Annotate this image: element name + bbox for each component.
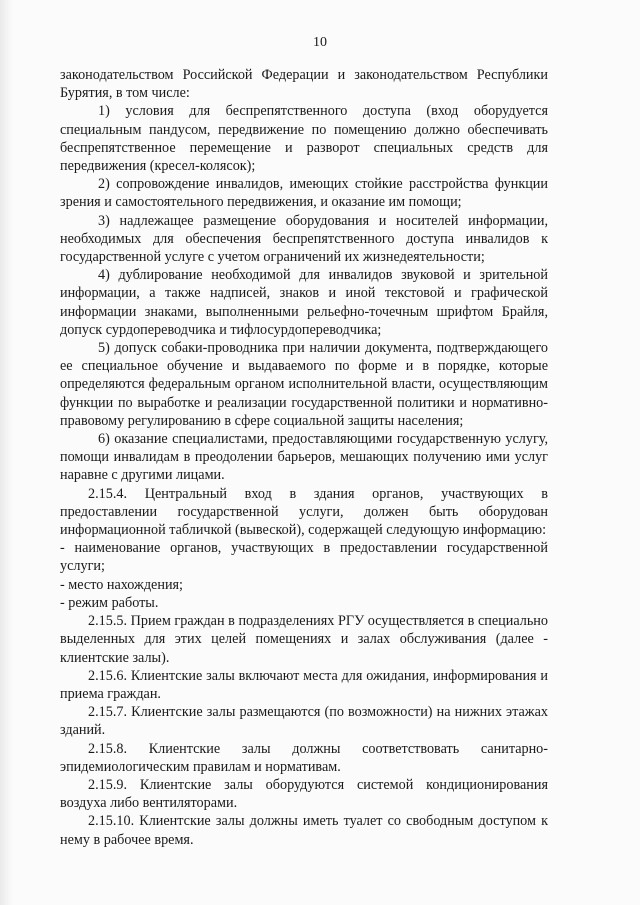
- scan-edge-shadow: [0, 0, 14, 905]
- page-number: 10: [313, 35, 327, 50]
- paragraph-item-2: 2) сопровождение инвалидов, имеющих стойкие расстройства функции зрения и самостоятельного передвижения, и оказание им помощи;: [60, 176, 548, 211]
- paragraph-item-3: 3) надлежащее размещение оборудования и носителей информации, необходимых для обеспечения беспрепятственного доступа инвалидов к государственной услуге с учетом ограничений их жизнедеятельности;: [60, 212, 548, 266]
- paragraph-2-15-6: 2.15.6. Клиентские залы включают места для ожидания, информирования и приема граждан.: [60, 667, 548, 702]
- paragraph-item-4: 4) дублирование необходимой для инвалидов звуковой и зрительной информации, а также надписей, знаков и иной текстовой и графической информации знаками, выполненными рельефно-точечным шрифтом Брайля, допуск сурдопереводчика и тифлосурдопереводчика;: [60, 267, 548, 338]
- paragraph-2-15-4: 2.15.4. Центральный вход в здания органов, участвующих в предоставлении государственной услуги, должен быть оборудован информационной табличкой (вывеской), содержащей следующую информацию:: [60, 485, 548, 539]
- paragraph-item-5: 5) допуск собаки-проводника при наличии документа, подтверждающего ее специальное обучение и выдаваемого по форме и в порядке, которые определяются федеральным органом исполнительной власти, осуществляющим функции по выработке и реализации государственной политики и нормативно-правовому регулированию в сфере социальной защиты населения;: [60, 340, 548, 429]
- paragraph-item-1: 1) условия для беспрепятственного доступа (вход оборудуется специальным пандусом, передвижение по помещению должно обеспечивать беспрепятственное перемещение и разворот специальных средств для передвижения (кресел-колясок);: [60, 103, 548, 175]
- list-item-schedule: - режим работы.: [60, 594, 159, 611]
- paragraph-item-6: 6) оказание специалистами, предоставляющими государственную услугу, помощи инвалидам в преодолении барьеров, мешающих получению ими услуг наравне с другими лицами.: [60, 431, 548, 484]
- list-item-names: - наименование органов, участвующих в предоставлении государственной услуги;: [60, 540, 548, 575]
- document-body: [60, 66, 548, 849]
- paragraph-intro: законодательством Российской Федерации и законодательством Республики Бурятия, в том числе:: [60, 67, 548, 102]
- paragraph-2-15-9: 2.15.9. Клиентские залы оборудуются системой кондиционирования воздуха либо вентиляторами.: [60, 776, 548, 812]
- paragraph-2-15-7: 2.15.7. Клиентские залы размещаются (по возможности) на нижних этажах зданий.: [60, 704, 548, 739]
- paragraph-2-15-8: 2.15.8. Клиентские залы должны соответствовать санитарно-эпидемиологическим правилам и нормативам.: [60, 740, 548, 775]
- paragraph-2-15-5: 2.15.5. Прием граждан в подразделениях РГУ осуществляется в специально выделенных для этих целей помещениях и залах обслуживания (далее - клиентские залы).: [60, 613, 548, 666]
- list-item-location: - место нахождения;: [60, 576, 184, 593]
- paragraph-2-15-10: 2.15.10. Клиентские залы должны иметь туалет со свободным доступом к нему в рабочее время.: [60, 813, 548, 848]
